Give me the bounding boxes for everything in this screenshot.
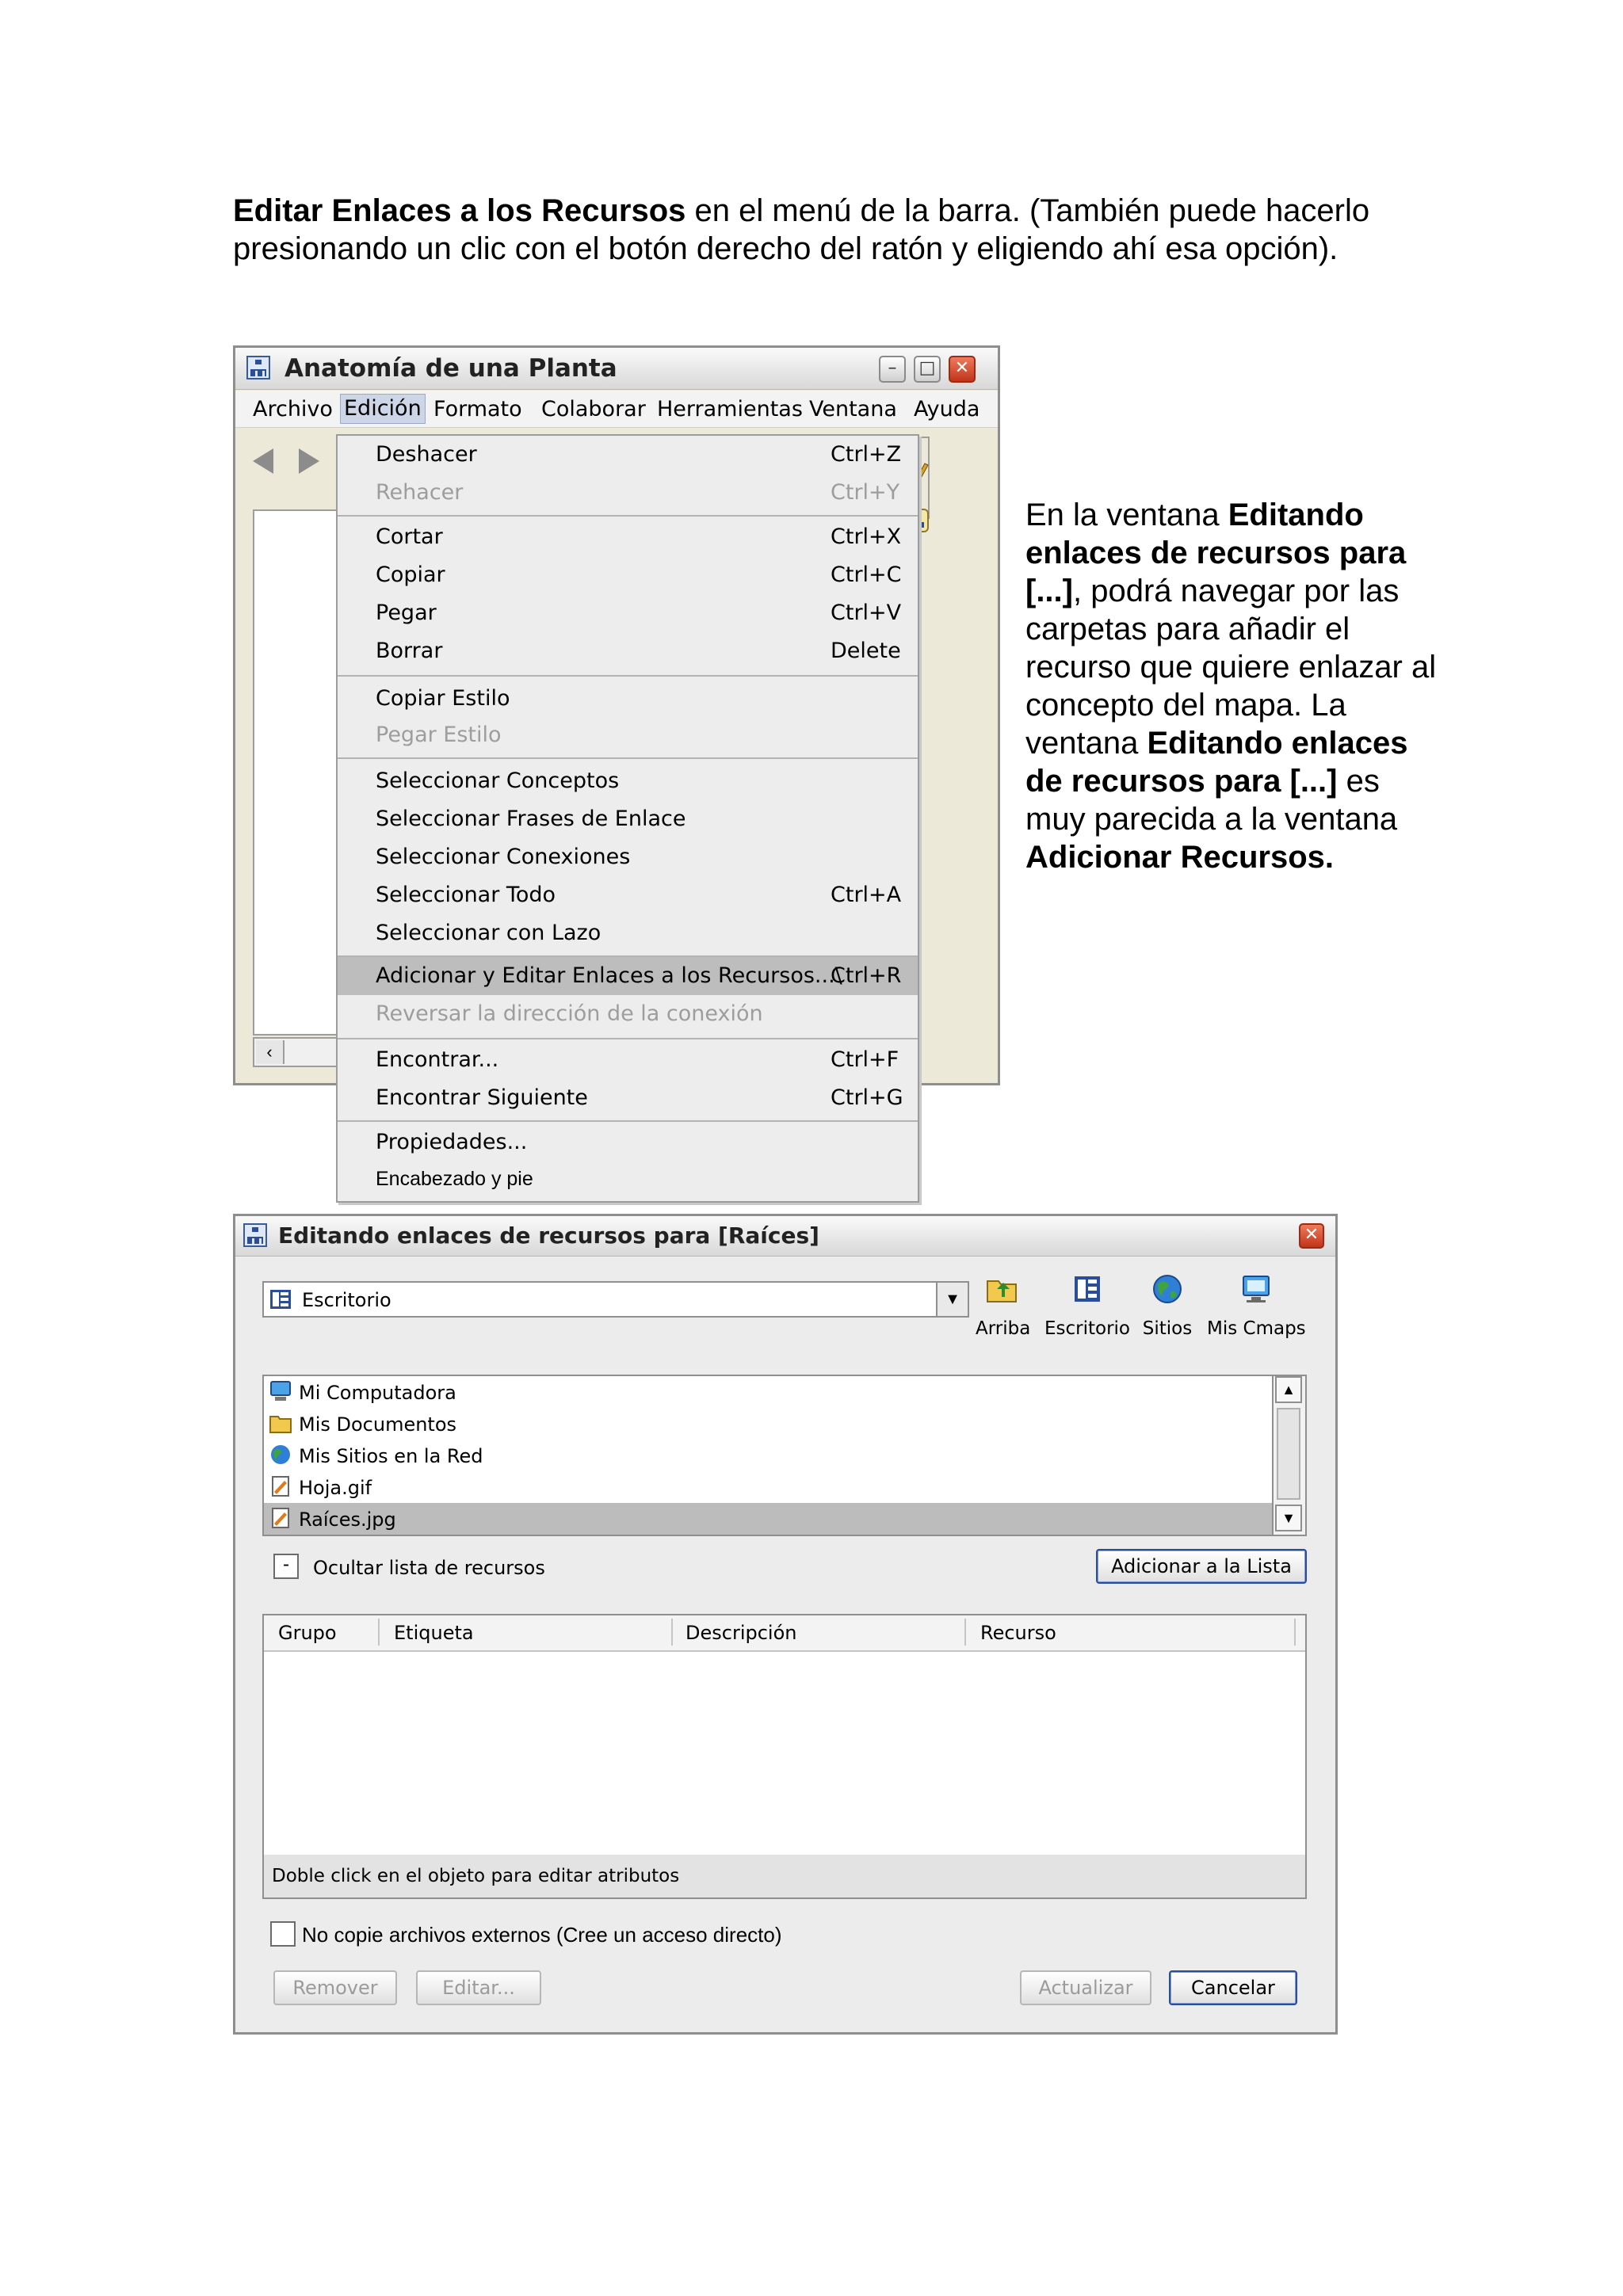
menu-formato[interactable]: Formato [433,397,522,421]
menu-item-adicionar-editar-enlaces[interactable]: Adicionar y Editar Enlaces a los Recursos...\ Ctrl+R [338,957,918,995]
remove-button[interactable]: Remover [273,1970,397,2005]
scroll-up-icon[interactable]: ▲ [1275,1376,1302,1403]
menu-item-cortar[interactable]: Cortar Ctrl+X [376,524,902,549]
menu-separator [338,757,918,759]
menu-item-pegar-estilo: Pegar Estilo [376,723,502,747]
desktop-button[interactable] [1044,1273,1131,1352]
file-list[interactable] [262,1375,1307,1536]
list-item[interactable] [264,1471,1272,1503]
my-computer-icon [269,1379,292,1403]
sites-label: Sitios [1142,1318,1193,1339]
menu-separator [338,1038,918,1039]
location-value: Escritorio [302,1289,391,1311]
file-name: Mis Sitios en la Red [299,1445,483,1467]
desktop-icon [269,1287,292,1311]
menu-item-encabezado-pie[interactable]: Encabezado y pie [376,1168,533,1190]
menu-separator [338,1120,918,1122]
menu-separator [338,675,918,677]
window-title: Anatomía de una Planta [285,354,617,383]
menu-item-copiar[interactable]: Copiar Ctrl+C [376,563,902,587]
table-status-text: Doble click en el objeto para editar atributos [272,1866,680,1886]
list-item[interactable] [264,1440,1272,1471]
menu-item-seleccionar-conexiones[interactable]: Seleccionar Conexiones [376,845,631,869]
cmap-app-icon [243,1223,267,1247]
list-item[interactable] [264,1503,1272,1535]
horizontal-scrollbar[interactable] [253,1037,348,1067]
close-icon[interactable]: ✕ [949,356,976,383]
file-name: Mis Documentos [299,1413,457,1436]
folder-up-icon [986,1273,1018,1305]
my-cmaps-button[interactable] [1207,1273,1305,1352]
menu-item-copiar-estilo[interactable]: Copiar Estilo [376,686,510,711]
location-combo[interactable] [262,1281,969,1318]
menu-ventana[interactable]: Ventana [809,397,897,421]
edicion-dropdown [336,434,919,1203]
my-cmaps-label: Mis Cmaps [1207,1318,1306,1339]
menu-item-deshacer[interactable]: Deshacer Ctrl+Z [376,442,902,467]
side-text-3: es muy parecida a la ventana [1025,764,1398,837]
image-file-icon [269,1474,292,1498]
dialog-title: Editando enlaces de recursos para [Raíces] [278,1222,819,1249]
folder-icon [269,1411,292,1435]
menu-item-encontrar[interactable]: Encontrar... Ctrl+F [376,1047,899,1072]
menu-item-borrar[interactable]: Borrar Delete [376,639,901,663]
globe-icon [1151,1273,1183,1305]
image-file-icon [269,1506,292,1530]
menu-herramientas[interactable]: Herramientas [657,397,803,421]
side-text-2: , podrá navegar por las carpetas para añadir el recurso que quiere enlazar al concepto del mapa. La ventana [1025,574,1437,761]
side-bold-1: Editando enlaces de recursos para [...] [1025,498,1407,608]
file-name: Hoja.gif [299,1477,372,1499]
up-button[interactable] [976,1273,1031,1352]
update-button[interactable]: Actualizar [1020,1970,1151,2005]
scroll-down-icon[interactable]: ▼ [1275,1505,1302,1531]
scroll-left-icon[interactable]: ‹ [256,1040,285,1064]
menu-edicion[interactable]: Edición [340,394,426,424]
column-header-etiqueta[interactable]: Etiqueta [394,1622,474,1644]
menu-colaborar[interactable]: Colaborar [541,397,646,421]
close-icon[interactable]: ✕ [1299,1223,1324,1249]
edit-button[interactable]: Editar... [416,1970,541,2005]
column-header-recurso[interactable]: Recurso [980,1622,1056,1644]
up-label: Arriba [976,1318,1031,1339]
add-to-list-button[interactable]: Adicionar a la Lista [1096,1549,1307,1584]
side-paragraph [1025,496,1438,876]
file-list-scrollbar[interactable] [1272,1376,1305,1535]
map-canvas[interactable] [253,509,345,1035]
forward-arrow-icon[interactable] [299,448,319,474]
list-item[interactable] [264,1376,1272,1408]
menu-item-seleccionar-frases[interactable]: Seleccionar Frases de Enlace [376,807,686,831]
hide-list-label: Ocultar lista de recursos [313,1557,545,1579]
list-item[interactable] [264,1408,1272,1440]
maximize-icon[interactable]: □ [914,356,941,383]
chevron-down-icon[interactable]: ▼ [936,1283,968,1316]
window-titlebar [235,348,998,390]
network-globe-icon [269,1443,292,1466]
menu-item-seleccionar-lazo[interactable]: Seleccionar con Lazo [376,921,601,945]
menu-item-pegar[interactable]: Pegar Ctrl+V [376,601,902,625]
menubar [235,391,998,428]
resources-table[interactable] [262,1614,1307,1899]
menu-item-rehacer: Rehacer Ctrl+Y [376,480,900,505]
column-header-descripcion[interactable]: Descripción [685,1622,797,1644]
table-header [264,1615,1305,1652]
hide-list-toggle[interactable]: - [273,1554,299,1579]
nav-toolbar [235,428,338,494]
menu-item-seleccionar-todo[interactable]: Seleccionar Todo Ctrl+A [376,883,902,907]
file-name: Mi Computadora [299,1382,456,1404]
side-bold-3: Adicionar Recursos. [1025,840,1335,875]
no-copy-label: No copie archivos externos (Cree un acceso directo) [302,1923,782,1947]
intro-bold: Editar Enlaces a los Recursos [233,193,686,228]
file-name: Raíces.jpg [299,1508,396,1531]
menu-item-seleccionar-conceptos[interactable]: Seleccionar Conceptos [376,769,620,793]
menu-item-encontrar-siguiente[interactable]: Encontrar Siguiente Ctrl+G [376,1085,903,1110]
back-arrow-icon[interactable] [253,448,273,474]
desktop-label: Escritorio [1044,1318,1130,1339]
minimize-icon[interactable]: – [879,356,906,383]
computer-icon [1240,1273,1272,1305]
cancel-button[interactable]: Cancelar [1169,1970,1297,2005]
intro-text: en el menú de la barra. (También puede hacerlo presionando un clic con el botón derecho del ratón y eligiendo ahí esa opción). [233,193,1370,266]
intro-paragraph [233,192,1398,268]
edit-resource-links-dialog [233,1214,1338,2035]
sites-button[interactable] [1136,1273,1199,1352]
side-bold-2: Editando enlaces de recursos para [...] [1025,726,1408,799]
desktop-icon [1071,1273,1103,1305]
menu-ayuda[interactable]: Ayuda [914,397,980,421]
scroll-thumb[interactable] [1277,1408,1300,1500]
table-status [264,1855,1305,1897]
menu-archivo[interactable]: Archivo [253,397,333,421]
no-copy-checkbox[interactable] [270,1921,296,1947]
side-text-1: En la ventana [1025,498,1228,532]
column-header-grupo[interactable]: Grupo [278,1622,337,1644]
menu-item-propiedades[interactable]: Propiedades... [376,1130,528,1154]
menu-item-reversar-direccion: Reversar la dirección de la conexión [376,1001,763,1026]
menu-separator [338,515,918,517]
cmap-app-icon [246,356,270,379]
dialog-titlebar [235,1216,1335,1257]
